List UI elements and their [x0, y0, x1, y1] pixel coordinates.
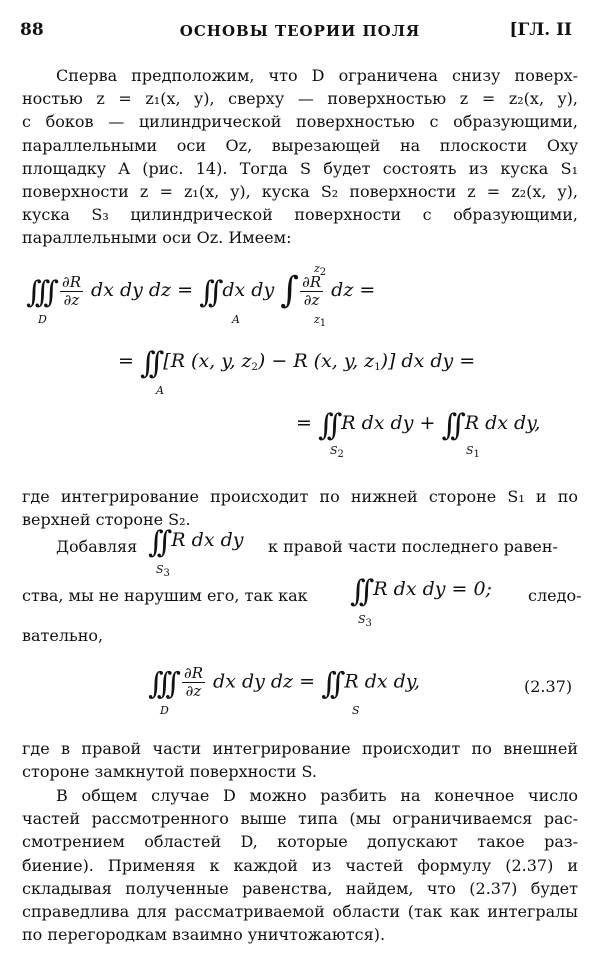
text-line: параллельными оси Oz, вырезающей на плоскости Oxy [22, 135, 578, 155]
limit-S: S [352, 704, 360, 717]
paragraph-intro [22, 64, 578, 250]
limit-S3: $S_3$ [156, 563, 170, 579]
running-title: ОСНОВЫ ТЕОРИИ ПОЛЯ [179, 22, 421, 40]
equation-2-37: ∫∫∫ $\frac{\partial R}{\partial z}$ dx dy dz = ∫∫ R dx dy, [148, 664, 421, 702]
text-end: следо- [528, 586, 582, 605]
text-end: к правой части последнего равен- [268, 537, 558, 556]
text-line: частей рассмотренного выше типа (мы ограничиваемся рас- [22, 809, 578, 829]
limit-S2: $S_2$ [330, 444, 344, 460]
text-line: Сперва предположим, что D ограничена снизу поверх- [56, 66, 578, 85]
text-start: Добавляя [56, 537, 138, 556]
paragraph-outer-side [22, 737, 578, 783]
limit-z1: $z_1$ [314, 313, 327, 329]
text-line: складывая полученные равенства, найдем, что (2.37) будет [22, 878, 578, 898]
paragraph-sides [22, 485, 578, 531]
inline-integral-S3: ∫∫ R dx dy [148, 525, 244, 560]
text-line: верхней стороне S₂. [22, 510, 191, 530]
text-line: В общем случае D можно разбить на конечное число [56, 786, 578, 805]
limit-S1: $S_1$ [466, 444, 480, 460]
text-start: ства, мы не нарушим его, так как [22, 586, 308, 605]
equation-line-3: = ∫∫ R dx dy + ∫∫ R dx dy, [296, 408, 541, 443]
text-line: с боков — цилиндрической поверхностью с образующими, [22, 112, 578, 132]
text-line: площадку A (рис. 14). Тогда S будет состоять из куска S₁ [22, 158, 578, 178]
text-line: ностью z = z₁(x, y), сверху — поверхностью z = z₂(x, y), [22, 89, 578, 109]
text-line: параллельными оси Oz. Имеем: [22, 228, 292, 248]
limit-D: D [38, 313, 47, 326]
text-line: куска S₃ цилиндрической поверхности с образующими, [22, 205, 578, 225]
text-line: стороне замкнутой поверхности S. [22, 762, 317, 782]
chapter-label: [ГЛ. II [509, 20, 572, 40]
limit-S3: $S_3$ [358, 613, 372, 629]
text-line: где интегрирование происходит по нижней стороне S₁ и по [22, 487, 578, 506]
limit-A: A [232, 313, 240, 326]
limit-D: D [160, 704, 169, 717]
limit-z2: $z_2$ [314, 262, 327, 278]
text-line: справедлива для рассматриваемой области (так как интегралы [22, 901, 578, 921]
text-line: вательно, [22, 626, 104, 645]
equation-number: (2.37) [524, 677, 573, 696]
text-line: смотрением областей D, которые допускают такое раз- [22, 832, 578, 852]
text-line: по перегородкам взаимно уничтожаются). [22, 925, 386, 945]
limit-A: A [156, 384, 164, 397]
text-line: поверхности z = z₁(x, y), куска S₂ поверхности z = z₂(x, y), [22, 181, 578, 201]
inline-integral-S3-zero: ∫∫ R dx dy = 0; [350, 574, 492, 609]
page-number: 88 [20, 20, 44, 40]
text-line: биение). Применяя к каждой из частей формулу (2.37) и [22, 855, 578, 875]
text-line: где в правой части интегрирование происходит по внешней [22, 739, 578, 758]
paragraph-general-case [22, 784, 578, 946]
equation-line-2: = ∫∫ [R (x, y, $z_2) - R$ (x, y, $z_1$)] dx dy = [118, 346, 476, 381]
equation-line-1: ∫∫∫ $\frac{\partial R}{\partial z}$ dx dy dz = ∫∫ dx dy ∫ $\frac{\partial R}{\partial z}$ dz = [26, 270, 376, 311]
